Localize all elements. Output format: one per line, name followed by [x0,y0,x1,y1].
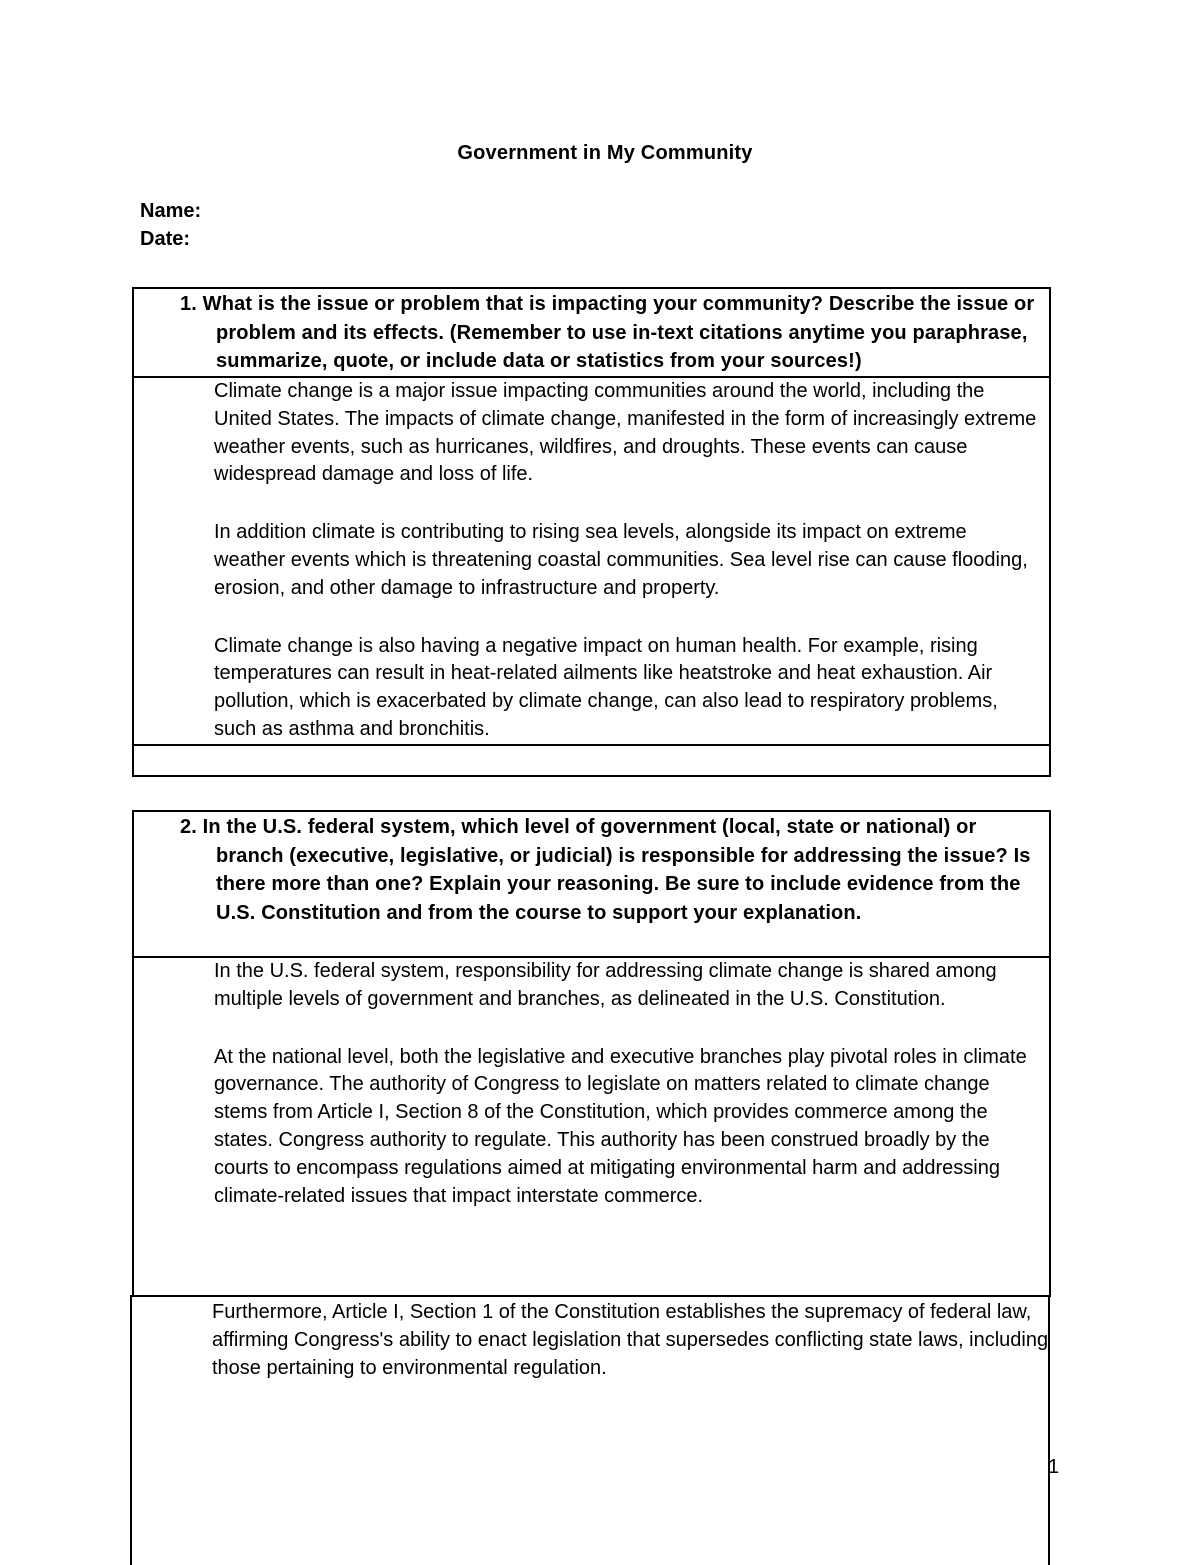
question-1-prompt-cell [134,289,1049,378]
question-2-answer-paragraph: In the U.S. federal system, responsibility for addressing climate change is shared among multiple levels of government and branches, as delineated in the U.S. Constitution. [214,960,997,1010]
question-1-answer-paragraph: Climate change is a major issue impacting communities around the world, including the United States. The impacts of climate change, manifested in the form of increasingly extreme weather events, such as hurricanes, wildfires, and droughts. These events can cause widespread damage and loss of life. [214,380,1037,486]
question-1-answer-paragraph: In addition climate is contributing to rising sea levels, alongside its impact on extreme weather events which is threatening coastal communities. Sea level rise can cause flooding, erosion, and other damage to infrastructure and property. [214,521,1028,599]
name-label: Name: [140,200,202,222]
question-2-answer-paragraph: At the national level, both the legislative and executive branches play pivotal roles in climate governance. The authority of Congress to legislate on matters related to climate change stems from Article I, Section 8 of the Constitution, which provides commerce among the states. Congress authority to regulate. This authority has been construed broadly by the courts to encompass regulations aimed at mitigating environmental harm and addressing climate-related issues that impact interstate commerce. [214,1045,1027,1207]
question-1-answer-paragraph: Climate change is also having a negative impact on human health. For example, rising temperatures can result in heat-related ailments like heatstroke and heat exhaustion. Air pollution, which is exacerbated by climate change, can also lead to respiratory problems, such as asthma and bronchitis. [214,634,998,740]
question-2-continuation-box [130,1295,1050,1565]
question-2-prompt: 2. In the U.S. federal system, which level of government (local, state or national) or branch (executive, legislative, or judicial) is responsible for addressing the issue? Is there more than one? Explain your reasoning. Be sure to include evidence from the U.S. Constitution and from the course to support your explanation. [180,816,1031,924]
date-label: Date: [140,228,191,250]
question-2-continuation[interactable]: Furthermore, Article I, Section 1 of the Constitution establishes the supremacy of federal law, affirming Congress's ability to enact legislation that supersedes conflicting state laws, including those pertaining to environmental regulation. [212,1301,1049,1379]
question-2-prompt-cell [134,812,1049,958]
question-1-answer[interactable] [214,378,1041,744]
question-2-table [132,810,1051,1297]
question-1-table [132,287,1051,777]
question-1-prompt: 1. What is the issue or problem that is impacting your community? Describe the issue or problem and its effects. (Remember to use in-text citations anytime you paraphrase, summarize, quote, or include data or statistics from your sources!) [180,293,1035,372]
question-2-answer[interactable] [214,958,1041,1210]
document-title: Government in My Community [457,142,753,164]
question-1-empty-row [134,744,1049,775]
page-number: 1 [1048,1456,1060,1478]
